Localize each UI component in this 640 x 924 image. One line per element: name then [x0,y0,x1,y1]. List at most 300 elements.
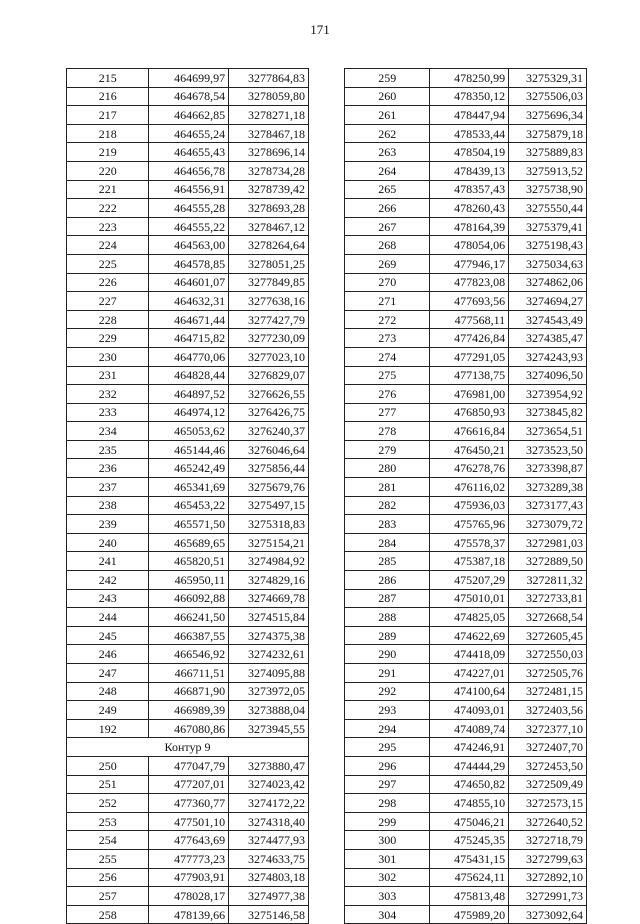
coordinate-y: 3273954,92 [509,385,587,404]
table-row [345,756,587,775]
point-number: 229 [67,329,149,348]
table-row [67,310,309,329]
table-row [67,366,309,385]
point-number: 290 [345,645,430,664]
point-number: 242 [67,571,149,590]
coordinate-x: 477693,56 [430,292,509,311]
point-number: 222 [67,199,149,218]
coordinate-x: 464556,91 [149,180,229,199]
point-number: 283 [345,515,430,534]
coordinate-y: 3272668,54 [509,608,587,627]
point-number: 215 [67,69,149,88]
coordinate-x: 464578,85 [149,254,229,273]
coordinate-y: 3273972,05 [229,682,309,701]
coordinate-x: 478447,94 [430,106,509,125]
coordinate-x: 464828,44 [149,366,229,385]
table-row [345,831,587,850]
coordinate-y: 3274023,42 [229,775,309,794]
point-number: 286 [345,571,430,590]
coordinate-y: 3272733,81 [509,589,587,608]
coordinate-x: 477426,84 [430,329,509,348]
point-number: 228 [67,310,149,329]
table-row [345,236,587,255]
coordinate-x: 465820,51 [149,552,229,571]
coordinate-x: 475624,11 [430,868,509,887]
table-row [345,682,587,701]
point-number: 237 [67,478,149,497]
coordinate-x: 476450,21 [430,440,509,459]
point-number: 265 [345,180,430,199]
point-number: 298 [345,794,430,813]
coordinate-y: 3275913,52 [509,161,587,180]
table-row [67,69,309,88]
point-number: 255 [67,849,149,868]
table-row [345,106,587,125]
table-row [67,664,309,683]
coordinate-x: 474622,69 [430,626,509,645]
point-number: 224 [67,236,149,255]
table-right-body [345,69,587,924]
coordinate-y: 3275550,44 [509,199,587,218]
coordinate-x: 465453,22 [149,496,229,515]
coordinate-x: 477643,69 [149,831,229,850]
table-row [345,366,587,385]
table-row [345,292,587,311]
coordinate-y: 3274095,88 [229,664,309,683]
point-number: 273 [345,329,430,348]
table-row [345,459,587,478]
table-row [345,347,587,366]
table-row [345,310,587,329]
point-number: 250 [67,756,149,775]
coordinate-x: 475387,18 [430,552,509,571]
table-row [345,905,587,924]
coordinate-x: 464715,82 [149,329,229,348]
coordinate-x: 478533,44 [430,124,509,143]
coordinate-y: 3275034,63 [509,254,587,273]
coordinate-x: 477773,23 [149,849,229,868]
point-number: 269 [345,254,430,273]
coordinate-y: 3273289,38 [509,478,587,497]
coordinate-x: 464655,43 [149,143,229,162]
point-number: 216 [67,87,149,106]
coordinate-y: 3273945,55 [229,719,309,738]
table-row [345,552,587,571]
point-number: 251 [67,775,149,794]
table-row [67,887,309,906]
point-number: 262 [345,124,430,143]
coordinate-x: 466989,39 [149,701,229,720]
coordinate-x: 474855,10 [430,794,509,813]
coordinate-x: 477501,10 [149,812,229,831]
coordinate-y: 3274232,61 [229,645,309,664]
table-row [67,478,309,497]
coordinate-x: 476850,93 [430,403,509,422]
coordinate-x: 474246,91 [430,738,509,757]
point-number: 271 [345,292,430,311]
coordinate-y: 3277849,85 [229,273,309,292]
table-row [345,794,587,813]
coordinate-y: 3273888,04 [229,701,309,720]
coordinate-x: 476616,84 [430,422,509,441]
point-number: 275 [345,366,430,385]
table-row [345,626,587,645]
coordinate-y: 3278696,14 [229,143,309,162]
point-number: 287 [345,589,430,608]
coordinate-x: 464555,22 [149,217,229,236]
coordinate-x: 464662,85 [149,106,229,125]
table-row [345,719,587,738]
coordinate-y: 3278467,18 [229,124,309,143]
coordinate-y: 3277864,83 [229,69,309,88]
point-number: 289 [345,626,430,645]
coordinate-y: 3272505,76 [509,664,587,683]
table-row [67,645,309,664]
point-number: 219 [67,143,149,162]
coordinate-y: 3272377,10 [509,719,587,738]
point-number: 268 [345,236,430,255]
point-number: 252 [67,794,149,813]
point-number: 221 [67,180,149,199]
table-row [67,217,309,236]
coordinate-y: 3273845,82 [509,403,587,422]
point-number: 282 [345,496,430,515]
coordinate-x: 478350,12 [430,87,509,106]
table-row [67,682,309,701]
point-number: 291 [345,664,430,683]
coordinate-y: 3272573,15 [509,794,587,813]
coordinate-x: 477207,01 [149,775,229,794]
point-number: 254 [67,831,149,850]
coordinate-x: 475431,15 [430,849,509,868]
coordinate-y: 3272509,49 [509,775,587,794]
coordinate-x: 465144,46 [149,440,229,459]
coordinate-y: 3276240,37 [229,422,309,441]
table-row [67,385,309,404]
point-number: 296 [345,756,430,775]
coordinate-y: 3274977,38 [229,887,309,906]
coordinate-y: 3272605,45 [509,626,587,645]
point-number: 248 [67,682,149,701]
contour-header-row [67,738,309,757]
point-number: 247 [67,664,149,683]
table-row [67,775,309,794]
point-number: 238 [67,496,149,515]
coordinate-y: 3274318,40 [229,812,309,831]
point-number: 249 [67,701,149,720]
coordinate-y: 3275738,90 [509,180,587,199]
coordinate-x: 474444,29 [430,756,509,775]
coordinate-y: 3278264,64 [229,236,309,255]
coordinates-table-left [66,68,309,924]
point-number: 220 [67,161,149,180]
point-number: 263 [345,143,430,162]
point-number: 230 [67,347,149,366]
coordinate-x: 474227,01 [430,664,509,683]
coordinate-x: 464671,44 [149,310,229,329]
coordinate-x: 478504,19 [430,143,509,162]
coordinate-y: 3274243,93 [509,347,587,366]
point-number: 272 [345,310,430,329]
coordinate-y: 3275889,83 [509,143,587,162]
table-row [345,403,587,422]
coordinate-x: 464974,12 [149,403,229,422]
coordinate-y: 3272889,50 [509,552,587,571]
coordinate-y: 3274543,49 [509,310,587,329]
coordinate-x: 474418,09 [430,645,509,664]
point-number: 246 [67,645,149,664]
point-number: 233 [67,403,149,422]
coordinate-x: 477946,17 [430,254,509,273]
table-row [67,719,309,738]
coordinate-y: 3278467,12 [229,217,309,236]
coordinate-y: 3273079,72 [509,515,587,534]
coordinate-x: 478260,43 [430,199,509,218]
point-number: 257 [67,887,149,906]
coordinate-y: 3272799,63 [509,849,587,868]
coordinate-y: 3276426,75 [229,403,309,422]
table-row [67,161,309,180]
coordinate-y: 3274803,18 [229,868,309,887]
coordinate-y: 3272453,50 [509,756,587,775]
table-row [345,701,587,720]
table-row [345,422,587,441]
point-number: 293 [345,701,430,720]
table-row [345,645,587,664]
coordinate-x: 478250,99 [430,69,509,88]
table-row [67,552,309,571]
point-number: 231 [67,366,149,385]
coordinate-x: 474650,82 [430,775,509,794]
point-number: 297 [345,775,430,794]
coordinate-y: 3275154,21 [229,533,309,552]
table-row [345,496,587,515]
coordinate-x: 478439,13 [430,161,509,180]
coordinate-x: 478164,39 [430,217,509,236]
coordinate-x: 475010,01 [430,589,509,608]
table-row [345,478,587,497]
table-row [67,347,309,366]
point-number: 223 [67,217,149,236]
table-row [345,887,587,906]
point-number: 288 [345,608,430,627]
point-number: 264 [345,161,430,180]
point-number: 225 [67,254,149,273]
table-row [345,608,587,627]
coordinate-x: 475207,29 [430,571,509,590]
coordinate-y: 3277023,10 [229,347,309,366]
coordinate-x: 477903,91 [149,868,229,887]
point-number: 261 [345,106,430,125]
table-row [345,143,587,162]
coordinate-y: 3277427,79 [229,310,309,329]
table-row [67,236,309,255]
coordinate-x: 475813,48 [430,887,509,906]
coordinate-x: 464897,52 [149,385,229,404]
coordinate-y: 3272991,73 [509,887,587,906]
table-row [67,422,309,441]
coordinate-y: 3274375,38 [229,626,309,645]
table-row [67,905,309,924]
table-row [67,329,309,348]
table-row [345,254,587,273]
point-number: 218 [67,124,149,143]
table-row [345,868,587,887]
coordinate-x: 464655,24 [149,124,229,143]
table-row [345,87,587,106]
coordinate-x: 474089,74 [430,719,509,738]
coordinate-y: 3278739,42 [229,180,309,199]
coordinate-x: 478054,06 [430,236,509,255]
point-number: 300 [345,831,430,850]
coordinates-table-right [344,68,587,924]
point-number: 302 [345,868,430,887]
point-number: 281 [345,478,430,497]
coordinate-y: 3274829,16 [229,571,309,590]
coordinate-x: 477047,79 [149,756,229,775]
coordinate-y: 3274385,47 [509,329,587,348]
coordinate-y: 3273654,51 [509,422,587,441]
coordinate-y: 3278051,25 [229,254,309,273]
table-row [67,199,309,218]
coordinate-x: 464632,31 [149,292,229,311]
coordinate-x: 475765,96 [430,515,509,534]
point-number: 234 [67,422,149,441]
coordinate-y: 3274172,22 [229,794,309,813]
point-number: 285 [345,552,430,571]
table-row [67,440,309,459]
table-row [67,868,309,887]
coordinate-x: 475578,37 [430,533,509,552]
table-row [67,831,309,850]
coordinate-x: 464555,28 [149,199,229,218]
coordinate-x: 477360,77 [149,794,229,813]
coordinate-y: 3274694,27 [509,292,587,311]
table-row [345,329,587,348]
coordinate-y: 3275198,43 [509,236,587,255]
point-number: 232 [67,385,149,404]
coordinate-y: 3275329,31 [509,69,587,88]
coordinate-y: 3278271,18 [229,106,309,125]
coordinate-x: 465053,62 [149,422,229,441]
table-row [67,626,309,645]
point-number: 304 [345,905,430,924]
table-row [345,664,587,683]
point-number: 226 [67,273,149,292]
coordinate-y: 3275696,34 [509,106,587,125]
coordinate-x: 478028,17 [149,887,229,906]
coordinate-y: 3275679,76 [229,478,309,497]
point-number: 279 [345,440,430,459]
coordinate-x: 477138,75 [430,366,509,385]
coordinate-y: 3274862,06 [509,273,587,292]
point-number: 294 [345,719,430,738]
coordinate-y: 3274984,92 [229,552,309,571]
coordinate-x: 464563,00 [149,236,229,255]
coordinate-x: 474100,64 [430,682,509,701]
coordinate-y: 3277230,09 [229,329,309,348]
coordinate-x: 475046,21 [430,812,509,831]
coordinate-y: 3272981,03 [509,533,587,552]
point-number: 245 [67,626,149,645]
point-number: 217 [67,106,149,125]
table-row [67,515,309,534]
table-row [67,87,309,106]
coordinate-x: 464656,78 [149,161,229,180]
coordinate-x: 466711,51 [149,664,229,683]
coordinate-x: 466387,55 [149,626,229,645]
coordinate-y: 3272640,52 [509,812,587,831]
coordinate-x: 475245,35 [430,831,509,850]
table-left-body [67,69,309,924]
coordinate-y: 3272481,15 [509,682,587,701]
coordinate-y: 3272892,10 [509,868,587,887]
table-row [67,273,309,292]
coordinate-y: 3273092,64 [509,905,587,924]
table-row [67,701,309,720]
point-number: 267 [345,217,430,236]
point-number: 280 [345,459,430,478]
coordinate-x: 474825,05 [430,608,509,627]
table-row [67,292,309,311]
point-number: 256 [67,868,149,887]
point-number: 235 [67,440,149,459]
table-row [67,608,309,627]
coordinate-x: 466546,92 [149,645,229,664]
contour-label: Контур 9 [67,738,309,757]
coordinate-y: 3274477,93 [229,831,309,850]
point-number: 241 [67,552,149,571]
table-row [345,440,587,459]
point-number: 277 [345,403,430,422]
coordinate-x: 467080,86 [149,719,229,738]
point-number: 266 [345,199,430,218]
table-row [345,812,587,831]
coordinate-x: 464678,54 [149,87,229,106]
coordinate-x: 474093,01 [430,701,509,720]
coordinate-y: 3272718,79 [509,831,587,850]
point-number: 274 [345,347,430,366]
point-number: 243 [67,589,149,608]
table-row [345,385,587,404]
table-row [345,199,587,218]
coordinate-y: 3273177,43 [509,496,587,515]
coordinate-y: 3272407,70 [509,738,587,757]
coordinate-x: 466871,90 [149,682,229,701]
coordinate-y: 3275506,03 [509,87,587,106]
point-number: 227 [67,292,149,311]
table-row [67,571,309,590]
coordinate-x: 475936,03 [430,496,509,515]
coordinate-x: 465950,11 [149,571,229,590]
table-row [67,180,309,199]
table-row [345,738,587,757]
point-number: 278 [345,422,430,441]
point-number: 253 [67,812,149,831]
table-row [345,589,587,608]
coordinate-x: 477568,11 [430,310,509,329]
point-number: 240 [67,533,149,552]
point-number: 292 [345,682,430,701]
table-row [345,217,587,236]
coordinate-y: 3276829,07 [229,366,309,385]
point-number: 259 [345,69,430,88]
coordinate-y: 3273398,87 [509,459,587,478]
coordinate-y: 3275146,58 [229,905,309,924]
table-row [67,254,309,273]
point-number: 192 [67,719,149,738]
table-row [345,161,587,180]
